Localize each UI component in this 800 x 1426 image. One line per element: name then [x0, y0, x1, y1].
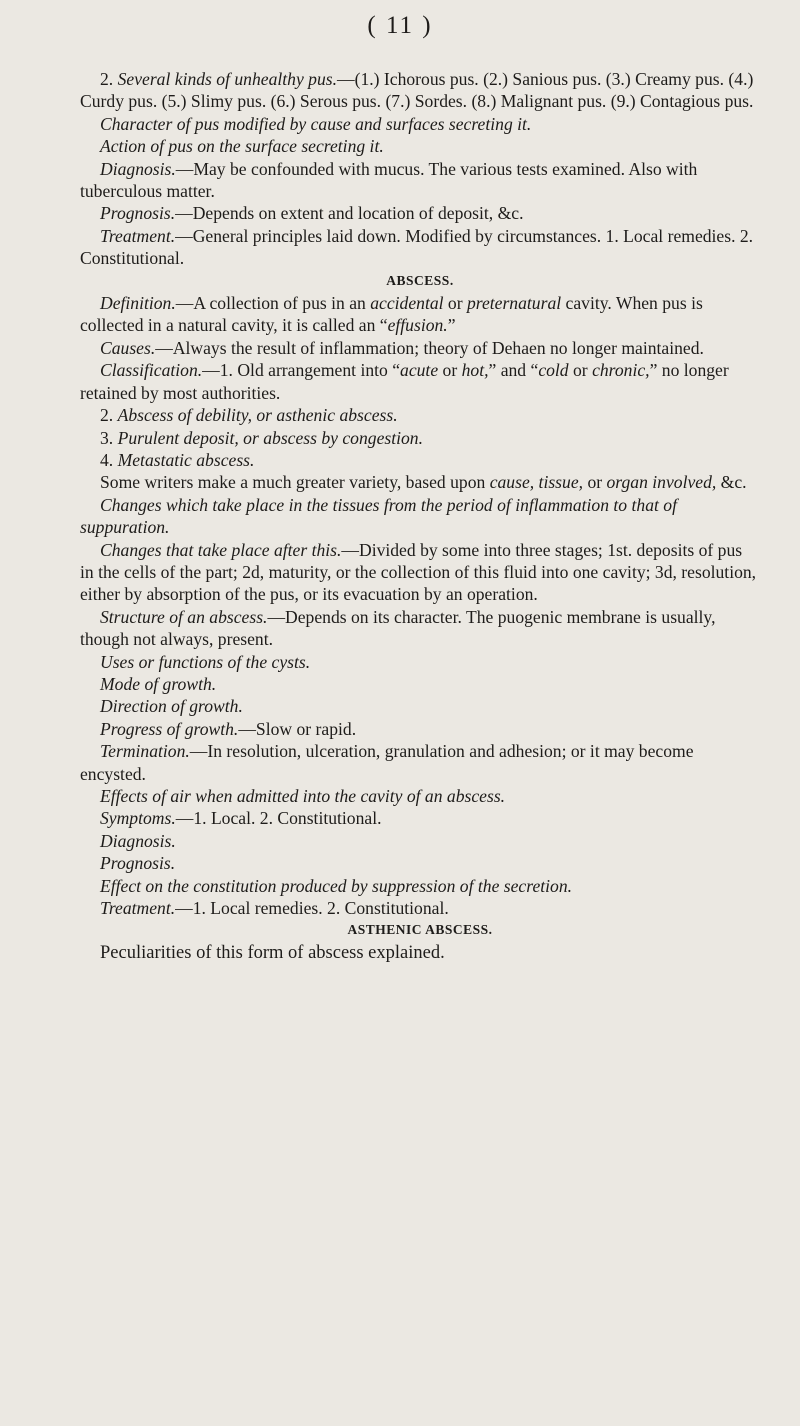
paragraph-title: Treatment. — [100, 225, 176, 246]
paragraph-symptoms — [80, 807, 760, 829]
text-run: ” — [447, 315, 456, 336]
paragraph-effect-constitution — [80, 875, 760, 897]
paragraph-definition — [80, 292, 760, 337]
paragraph-treatment — [80, 225, 760, 270]
paragraph-text: —General principles laid down. Modified by circumstances. 1. Local remedies. 2. Constitutional. — [80, 225, 754, 269]
paragraph-character-of-pus — [80, 113, 760, 135]
emphasis: preternatural — [466, 293, 562, 314]
paragraph-prognosis-2 — [80, 852, 760, 874]
paragraph-text: —In resolution, ulceration, granulation and adhesion; or it may become encysted. — [80, 741, 694, 784]
paragraph-structure — [80, 606, 760, 651]
paragraph-title: Changes that take place after this. — [100, 539, 342, 560]
paragraph-text: —Divided by some into three stages; 1st. deposits of pus in the cells of the part; 2d, maturity, or the collection of this fluid into one cavity; 3d, resolution, either by absorption of the pus, or its evacuation by an operation. — [80, 539, 757, 605]
emphasis: accidental — [370, 293, 444, 314]
emphasis: cold — [538, 360, 569, 381]
paragraph-text: —Depends on its character. The puogenic membrane is usually, though not always, present. — [80, 606, 716, 650]
paragraph-prognosis — [80, 202, 760, 224]
paragraph-uses — [80, 651, 760, 673]
paragraph-title: Prognosis. — [100, 853, 176, 874]
paragraph-title: Changes which take place in the tissues from the period of inflammation to that of suppuration. — [80, 494, 677, 538]
paragraph-title: Effects of air when admitted into the cavity of an abscess. — [100, 786, 506, 806]
text-run: cavity. When pus is collected in a natural cavity, it is called an “ — [80, 293, 703, 336]
paragraph-title: Diagnosis. — [100, 158, 176, 179]
paragraph-text: —Depends on extent and location of deposit, &c. — [175, 203, 524, 224]
item-number: 2. — [100, 69, 114, 89]
text-run: or — [568, 360, 593, 381]
text-run: ” and “ — [488, 360, 539, 381]
paragraph-termination — [80, 740, 760, 785]
paragraph-changes-inflammation — [80, 494, 760, 539]
paragraph-title: Progress of growth. — [100, 718, 239, 739]
paragraph-text: —Always the result of inflammation; theory of Dehaen no longer maintained. — [155, 337, 704, 358]
paragraph-direction — [80, 695, 760, 717]
text-run: or — [443, 293, 467, 314]
page-number: ( 11 ) — [367, 12, 433, 39]
list-item — [80, 404, 760, 426]
paragraph-title: Prognosis. — [100, 203, 176, 224]
text-run: Some writers make a much greater variety, based upon — [100, 472, 490, 493]
paragraph-title: Effect on the constitution produced by suppression of the secretion. — [100, 875, 573, 896]
paragraph-classification — [80, 359, 760, 404]
text-run: &c. — [716, 472, 747, 493]
emphasis: effusion. — [387, 315, 448, 336]
paragraph-title: Several kinds of unhealthy pus. — [117, 69, 337, 89]
item-number: 2. — [100, 405, 118, 426]
text-run: or — [438, 360, 462, 381]
paragraph-title: Definition. — [100, 293, 176, 314]
paragraph-changes-after — [80, 539, 760, 606]
list-item-text: Abscess of debility, or asthenic abscess. — [117, 405, 398, 426]
text-run: ” no longer retained by most authorities. — [80, 360, 729, 403]
list-item-text: Purulent deposit, or abscess by congestion. — [117, 427, 424, 448]
paragraph-title: Character of pus modified by cause and surfaces secreting it. — [100, 113, 532, 134]
paragraph-title: Causes. — [100, 337, 156, 358]
paragraph-causes — [80, 337, 760, 359]
paragraph-text: —May be confounded with mucus. The various tests examined. Also with tuberculous matter. — [80, 158, 698, 202]
paragraph-title: Treatment. — [100, 898, 176, 919]
list-item — [80, 427, 760, 449]
list-item — [80, 449, 760, 471]
paragraph-unhealthy-pus — [80, 68, 760, 113]
page-body — [80, 68, 760, 964]
emphasis: organ involved, — [606, 472, 717, 493]
section-heading-abscess: ABSCESS. — [386, 272, 454, 288]
paragraph-diagnosis-2 — [80, 830, 760, 852]
paragraph-title: Action of pus on the surface secreting it. — [100, 136, 384, 157]
emphasis: hot, — [461, 360, 489, 381]
paragraph-treatment-2 — [80, 897, 760, 919]
paragraph-action-of-pus — [80, 135, 760, 157]
section-heading-asthenic-abscess: ASTHENIC ABSCESS. — [347, 922, 493, 938]
paragraph-text: —(1.) Ichorous pus. (2.) Sanious pus. (3.) Creamy pus. (4.) Curdy pus. (5.) Slimy pus. (6.) Serous pus. (7.) Sordes. (8.) Malignant pus. (9.) Contagious pus. — [80, 69, 754, 112]
paragraph-title: Diagnosis. — [100, 830, 176, 851]
paragraph-asthenic: Peculiarities of this form of abscess explained. — [100, 942, 445, 963]
item-number: 4. — [100, 449, 118, 470]
paragraph-mode — [80, 673, 760, 695]
paragraph-title: Mode of growth. — [100, 673, 217, 694]
paragraph-effects-air — [80, 785, 760, 807]
emphasis: acute — [400, 360, 439, 381]
paragraph-title: Uses or functions of the cysts. — [100, 651, 311, 672]
paragraph-title: Classification. — [100, 360, 203, 381]
paragraph-title: Structure of an abscess. — [100, 606, 268, 627]
paragraph-text: —Slow or rapid. — [238, 718, 357, 739]
paragraph-progress — [80, 718, 760, 740]
paragraph-text: —1. Local remedies. 2. Constitutional. — [175, 898, 449, 919]
emphasis: chronic, — [592, 360, 650, 381]
item-number: 3. — [100, 427, 118, 448]
emphasis: cause, tissue, — [489, 472, 584, 493]
paragraph-text: —1. Local. 2. Constitutional. — [175, 808, 382, 829]
text-run: —1. Old arrangement into “ — [202, 360, 401, 381]
text-run: or — [583, 472, 607, 493]
paragraph-title: Direction of growth. — [100, 696, 243, 717]
paragraph-title: Termination. — [100, 741, 190, 762]
paragraph-variety — [80, 471, 760, 493]
paragraph-title: Symptoms. — [100, 808, 176, 829]
paragraph-diagnosis — [80, 158, 760, 203]
list-item-text: Metastatic abscess. — [117, 449, 255, 470]
text-run: —A collection of pus in an — [175, 293, 371, 314]
